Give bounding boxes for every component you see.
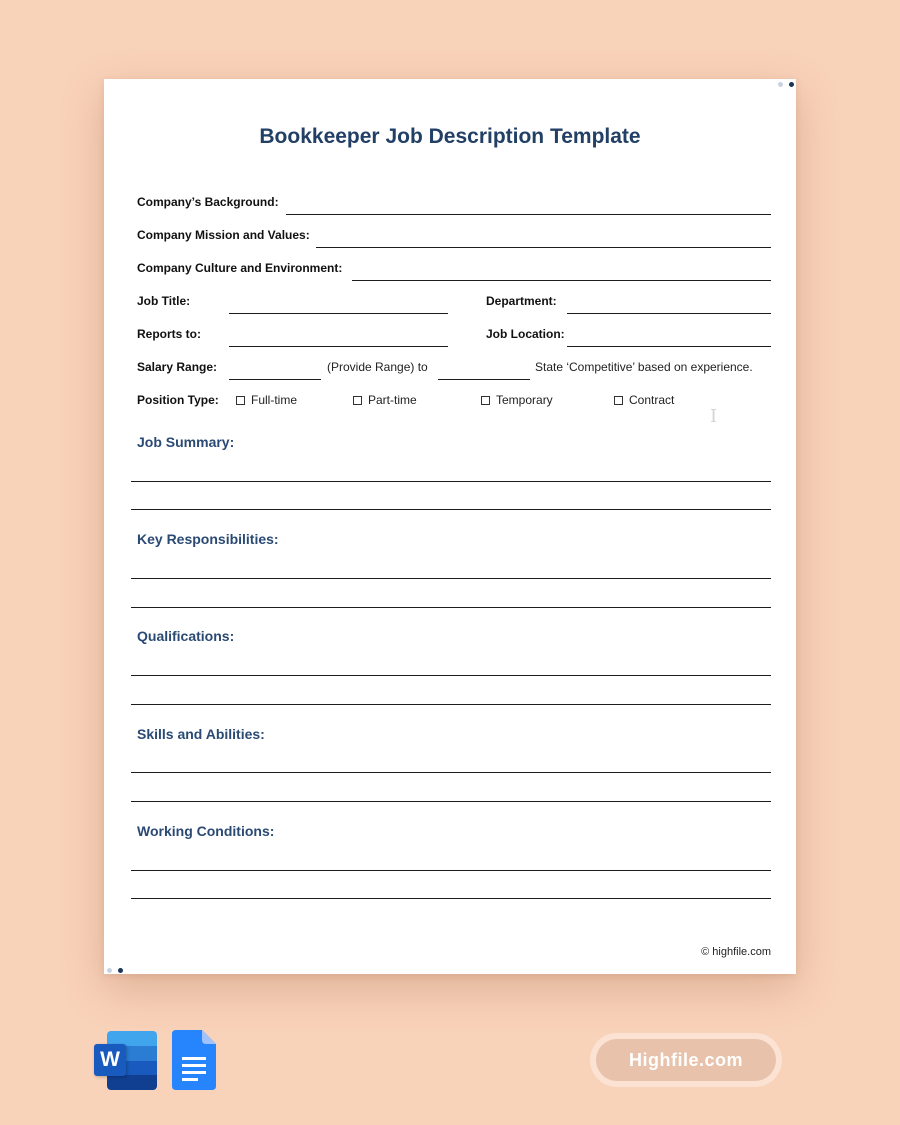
- salary-note-text: State ‘Competitive’ based on experience.: [535, 360, 753, 374]
- section-qualifications: Qualifications:: [137, 628, 235, 644]
- position-option-temporary[interactable]: Temporary: [481, 393, 553, 407]
- document-title: Bookkeeper Job Description Template: [259, 125, 641, 148]
- job-summary-line-1[interactable]: [131, 481, 771, 482]
- job-location-field[interactable]: [567, 346, 771, 347]
- page-indicator-dot-active: [789, 82, 794, 87]
- qualifications-line-1[interactable]: [131, 675, 771, 676]
- responsibilities-line-2[interactable]: [131, 607, 771, 608]
- salary-max-field[interactable]: [438, 379, 530, 380]
- position-option-full-time[interactable]: Full-time: [236, 393, 297, 407]
- culture-environment-field[interactable]: [352, 280, 771, 281]
- google-docs-icon[interactable]: [172, 1030, 216, 1090]
- section-working-conditions: Working Conditions:: [137, 823, 275, 839]
- company-background-field[interactable]: [286, 214, 771, 215]
- position-option-part-time[interactable]: Part-time: [353, 393, 417, 407]
- company-background-label: Company’s Background:: [137, 195, 279, 209]
- salary-min-field[interactable]: [229, 379, 321, 380]
- salary-range-label: Salary Range:: [137, 360, 218, 374]
- word-icon[interactable]: [94, 1031, 157, 1090]
- working-conditions-line-1[interactable]: [131, 870, 771, 871]
- checkbox-icon[interactable]: [481, 396, 490, 405]
- section-skills-abilities: Skills and Abilities:: [137, 726, 265, 742]
- section-key-responsibilities: Key Responsibilities:: [137, 531, 279, 547]
- text-cursor-icon: I: [710, 406, 718, 427]
- document-page: [104, 79, 796, 974]
- mission-values-label: Company Mission and Values:: [137, 228, 310, 242]
- reports-to-field[interactable]: [229, 346, 448, 347]
- skills-line-1[interactable]: [131, 772, 771, 773]
- department-field[interactable]: [567, 313, 771, 314]
- provide-range-text: (Provide Range) to: [327, 360, 428, 374]
- position-option-contract[interactable]: Contract: [614, 393, 674, 407]
- qualifications-line-2[interactable]: [131, 704, 771, 705]
- position-type-label: Position Type:: [137, 393, 219, 407]
- job-location-label: Job Location:: [486, 327, 565, 341]
- page-indicator-dot: [107, 968, 112, 973]
- section-job-summary: Job Summary:: [137, 434, 235, 450]
- department-label: Department:: [486, 294, 557, 308]
- job-title-field[interactable]: [229, 313, 448, 314]
- job-title-label: Job Title:: [137, 294, 191, 308]
- reports-to-label: Reports to:: [137, 327, 201, 341]
- responsibilities-line-1[interactable]: [131, 578, 771, 579]
- skills-line-2[interactable]: [131, 801, 771, 802]
- checkbox-icon[interactable]: [236, 396, 245, 405]
- job-summary-line-2[interactable]: [131, 509, 771, 510]
- copyright-text: © highfile.com: [701, 946, 771, 958]
- checkbox-icon[interactable]: [353, 396, 362, 405]
- culture-environment-label: Company Culture and Environment:: [137, 261, 343, 275]
- mission-values-field[interactable]: [316, 247, 771, 248]
- page-indicator-dot-active: [118, 968, 123, 973]
- working-conditions-line-2[interactable]: [131, 898, 771, 899]
- page-indicator-dot: [778, 82, 783, 87]
- brand-badge[interactable]: [590, 1033, 782, 1087]
- word-icon-badge: W: [94, 1044, 126, 1076]
- brand-label: Highfile.com: [596, 1039, 776, 1081]
- checkbox-icon[interactable]: [614, 396, 623, 405]
